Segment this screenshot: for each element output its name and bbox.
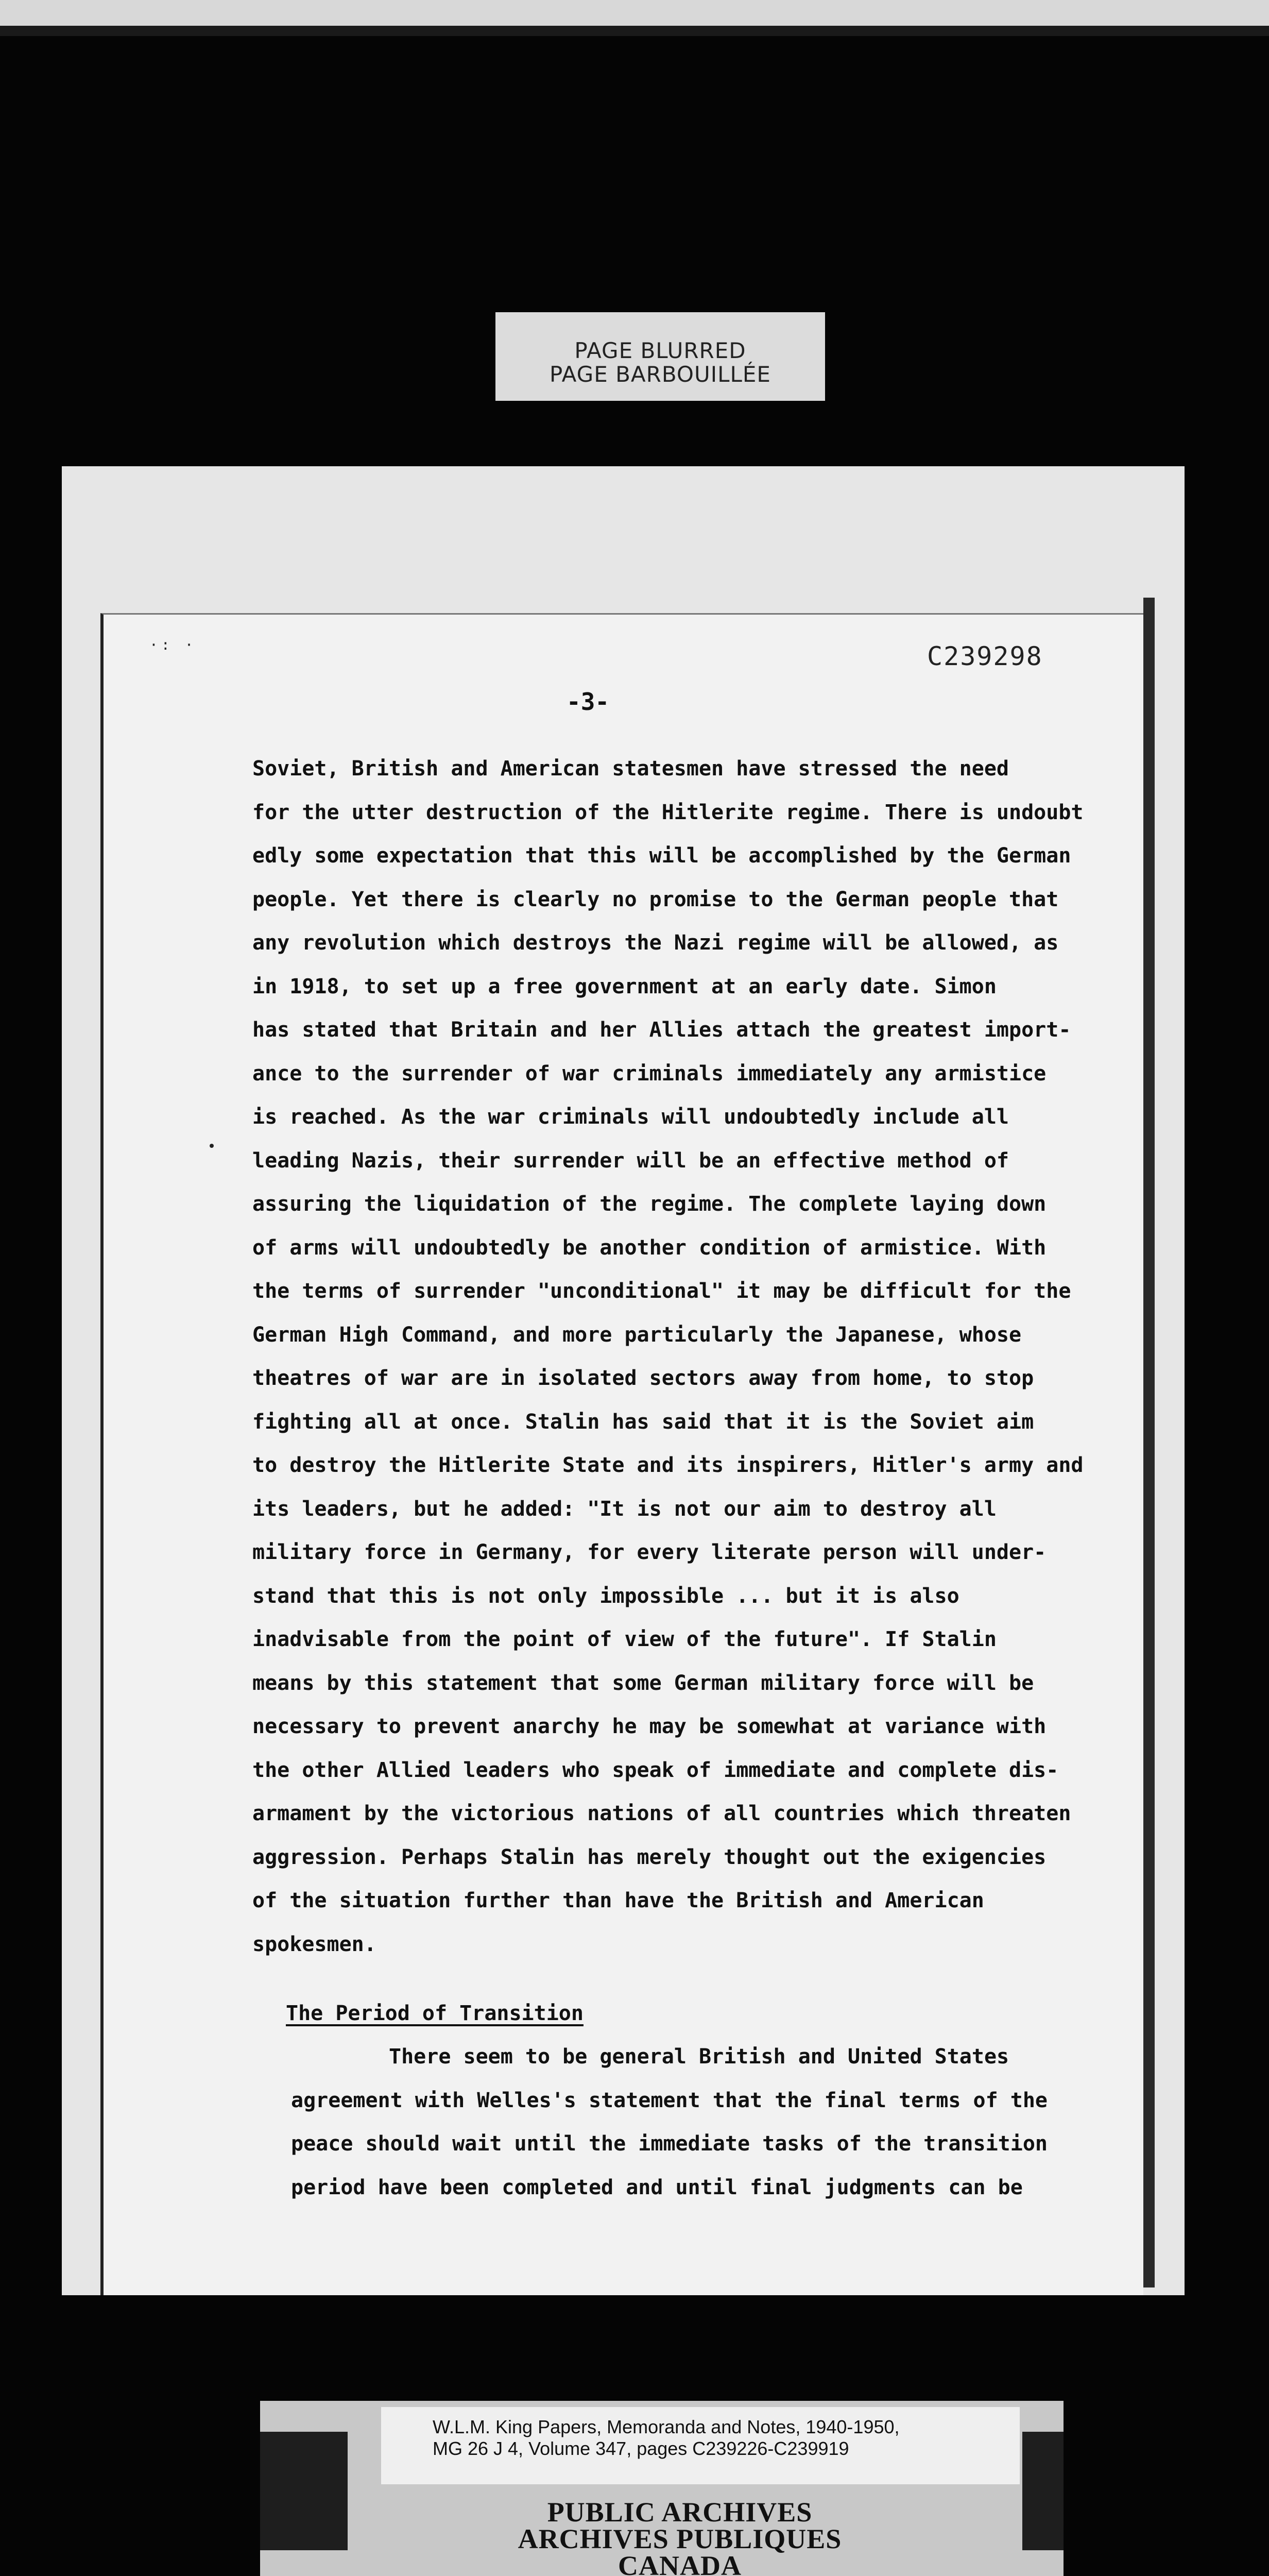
stamp-line-1: PUBLIC ARCHIVES [547,2497,813,2528]
text-line: inadvisable from the point of view of the future". If Stalin [252,1628,997,1651]
text-line: in 1918, to set up a free government at an early date. Simon [252,974,997,998]
text-line: agreement with Welles's statement that the final terms of the [291,2088,1048,2112]
text-line: means by this statement that some German military force will be [252,1671,1034,1695]
text-line: for the utter destruction of the Hitlerite regime. There is undoubt [252,800,1084,824]
text-line: any revolution which destroys the Nazi regime will be allowed, as [252,931,1059,955]
page-blurred-line-en: PAGE BLURRED [574,338,746,363]
text-line: stand that this is not only impossible ... but it is also [252,1584,959,1608]
text-line: leading Nazis, their surrender will be an effective method of [252,1148,1009,1173]
text-line: military force in Germany, for every literate person will under- [252,1540,1047,1564]
page-number: -3- [567,688,610,716]
stamp-line-3: CANADA [618,2550,742,2576]
archive-citation [381,2407,1020,2484]
text-line: assuring the liquidation of the regime. The complete laying down [252,1192,1047,1216]
text-line: of arms will undoubtedly be another condition of armistice. With [252,1235,1047,1260]
text-line: period have been completed and until final judgments can be [291,2175,1023,2199]
top-border-band [0,0,1269,36]
text-line: the other Allied leaders who speak of immediate and complete dis- [252,1758,1059,1782]
text-line: armament by the victorious nations of all countries which threaten [252,1802,1071,1825]
text-line: is reached. As the war criminals will undoubtedly include all [252,1105,1009,1129]
text-line: ance to the surrender of war criminals immediately any armistice [252,1061,1047,1086]
page-blurred-line-fr: PAGE BARBOUILLÉE [550,362,771,387]
text-line: the terms of surrender "unconditional" it may be difficult for the [252,1279,1071,1303]
document-number: C239298 [927,641,1043,671]
text-line: to destroy the Hitlerite State and its inspirers, Hitler's army and [252,1453,1084,1477]
corner-specks: ·: · [149,636,197,653]
citation-line-2: MG 26 J 4, Volume 347, pages C239226-C239919 [433,2438,849,2459]
text-line: There seem to be general British and United States [389,2045,1009,2069]
text-line: of the situation further than have the British and American [252,1889,984,1912]
text-line: its leaders, but he added: "It is not our aim to destroy all [252,1497,997,1521]
citation-line-1: W.L.M. King Papers, Memoranda and Notes, 1940-1950, [433,2416,900,2437]
page-blurred-label [495,312,825,401]
text-line: German High Command, and more particularly the Japanese, whose [252,1323,1022,1347]
text-line: has stated that Britain and her Allies attach the greatest import- [252,1018,1071,1042]
margin-mark [210,1144,214,1148]
text-line: peace should wait until the immediate tasks of the transition [291,2132,1048,2156]
section-heading: The Period of Transition [286,2002,584,2025]
text-line: theatres of war are in isolated sectors away from home, to stop [252,1366,1034,1390]
paragraph-2 [291,2035,1146,2209]
text-line: edly some expectation that this will be accomplished by the German [252,844,1071,868]
text-line: necessary to prevent anarchy he may be somewhat at variance with [252,1715,1047,1738]
archives-stamp [443,2499,917,2576]
paragraph-1 [252,747,1148,1966]
text-line: fighting all at once. Stalin has said that it is the Soviet aim [252,1410,1034,1434]
text-line: aggression. Perhaps Stalin has merely thought out the exigencies [252,1845,1047,1869]
text-line: people. Yet there is clearly no promise to the German people that [252,887,1059,911]
text-line: spokesmen. [252,1932,376,1956]
stamp-line-2: ARCHIVES PUBLIQUES [518,2523,842,2554]
text-line: Soviet, British and American statesmen have stressed the need [252,757,1009,781]
